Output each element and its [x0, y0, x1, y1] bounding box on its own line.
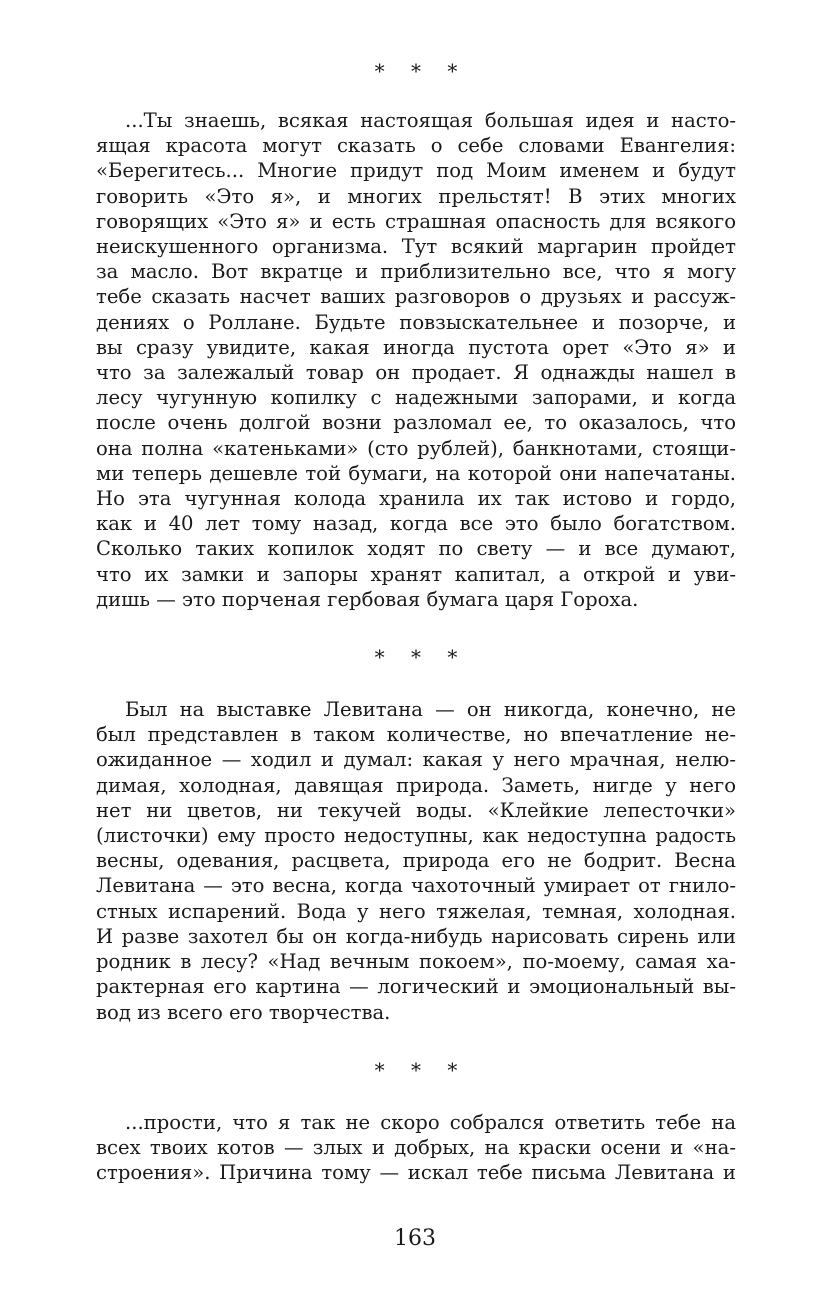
- text-line: Сколько таких копилок ходят по свету — и все думают,: [96, 537, 736, 561]
- text-line: она полна «катеньками» (сто рублей), банкнотами, стоящи-: [96, 436, 736, 460]
- text-line: Был на выставке Левитана — он никогда, конечно, не: [125, 698, 736, 722]
- text-line: что за залежалый товар он продает. Я однажды нашел в: [96, 361, 736, 385]
- text-line: родник в лесу? «Над вечным покоем», по-моему, самая ха-: [96, 950, 736, 974]
- text-line: лесу чугунную копилку с надежными запорами, и когда: [96, 386, 736, 410]
- text-line: всех твоих котов — злых и добрых, на краски осени и «на-: [96, 1135, 736, 1159]
- page-body: [96, 56, 736, 1185]
- text-line: был представлен в таком количестве, но впечатление не-: [96, 723, 736, 747]
- paragraph-2: [96, 697, 736, 1025]
- text-line: «Берегитесь... Многие придут под Моим именем и будут: [96, 159, 736, 183]
- page-number: 163: [394, 1226, 436, 1251]
- text-line: дишь — это порченая гербовая бумага царя Гороха.: [96, 587, 639, 611]
- text-line: за масло. Вот вкратце и приблизительно все, что я могу: [96, 260, 736, 284]
- section-divider: * * *: [374, 1057, 468, 1082]
- text-line: что их замки и запоры хранят капитал, а открой и уви-: [96, 562, 736, 586]
- text-line: рактерная его картина — логический и эмоциональный вы-: [96, 975, 736, 999]
- text-line: ми теперь дешевле той бумаги, на которой они напечатаны.: [96, 461, 736, 485]
- text-line: как и 40 лет тому назад, когда все это было богатством.: [96, 512, 736, 536]
- text-line: говорящих «Это я» и есть страшная опасность для всякого: [96, 209, 736, 233]
- text-line: Но эта чугунная колода хранила их так истово и гордо,: [96, 487, 736, 511]
- text-line: нет ни цветов, ни текучей воды. «Клейкие лепесточки»: [96, 798, 736, 822]
- text-line: говорить «Это я», и многих прельстят! В этих многих: [96, 184, 736, 208]
- text-line: димая, холодная, давящая природа. Заметь, нигде у него: [96, 773, 736, 797]
- paragraph-3: [96, 1110, 736, 1186]
- text-line: Левитана — это весна, когда чахоточный умирает от гнило-: [96, 874, 736, 898]
- text-line: неискушенного организма. Тут всякий маргарин пройдет: [96, 235, 736, 259]
- text-line: ящая красота могут сказать о себе словами Евангелия:: [96, 134, 736, 158]
- paragraph-1: [96, 108, 736, 612]
- text-line: дениях о Роллане. Будьте повзыскательнее и позорче, и: [96, 310, 736, 334]
- text-line: И разве захотел бы он когда-нибудь нарисовать сирень или: [96, 924, 736, 948]
- section-divider: * * *: [374, 59, 468, 83]
- text-line: (листочки) ему просто недоступны, как недоступна радость: [96, 824, 736, 848]
- text-line: вод из всего его творчества.: [96, 1000, 391, 1024]
- section-divider: * * *: [374, 645, 468, 670]
- text-line: ...Ты знаешь, всякая настоящая большая идея и насто-: [125, 109, 736, 132]
- text-line: весны, одевания, расцвета, природа его не бодрит. Весна: [96, 849, 736, 873]
- text-line: строения». Причина тому — искал тебе письма Левитана и: [96, 1161, 736, 1185]
- text-line: вы сразу увидите, какая иногда пустота орет «Это я» и: [96, 335, 736, 359]
- text-line: ...прости, что я так не скоро собрался ответить тебе на: [125, 1110, 736, 1134]
- text-line: тебе сказать насчет ваших разговоров о друзьях и рассуж-: [96, 285, 736, 309]
- text-line: после очень долгой возни разломал ее, то оказалось, что: [96, 411, 736, 435]
- text-line: ожиданное — ходил и думал: какая у него мрачная, нелю-: [96, 748, 736, 772]
- text-line: стных испарений. Вода у него тяжелая, темная, холодная.: [96, 899, 736, 923]
